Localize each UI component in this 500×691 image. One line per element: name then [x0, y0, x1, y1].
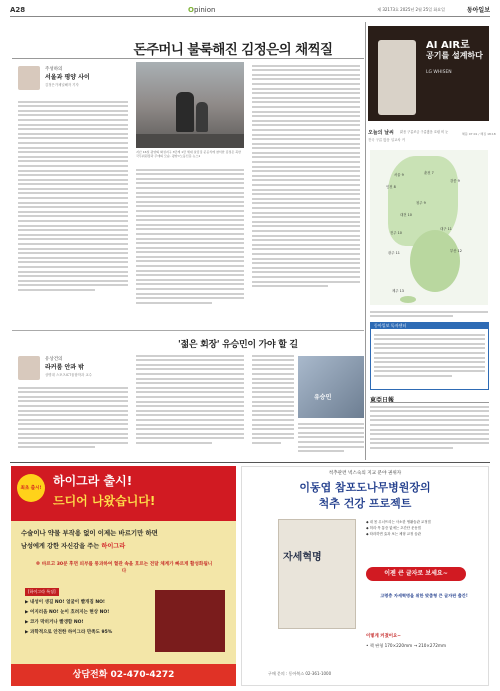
ad-section-divider — [10, 462, 490, 463]
ad-title-1: 이동엽 참포도나무병원장의 — [299, 481, 431, 494]
weather-map — [370, 150, 488, 305]
article2-body-col3b — [298, 420, 364, 460]
byline-name: 라커룸 안과 밖 — [45, 364, 84, 371]
lg-ad[interactable] — [368, 26, 489, 121]
info-box-body — [371, 329, 488, 389]
article2-byline — [18, 356, 92, 380]
figure-child — [196, 102, 208, 132]
city-label: 청주 9 — [416, 201, 426, 205]
byline-label: 유상건의 — [45, 357, 63, 362]
article2-photo — [298, 356, 364, 418]
article2-body-col2 — [136, 352, 244, 460]
article2-body-col3a — [252, 352, 294, 460]
section-rest: pinion — [193, 5, 216, 14]
ad-pretitle: 척추관련 넥스숙의 지교 분야 권위자 — [328, 471, 402, 476]
higra-ad[interactable] — [11, 466, 236, 686]
article2-headline: '젊은 회장' 유승민이 가야 할 길 — [178, 340, 298, 350]
byline-name: 서울과 평양 사이 — [45, 74, 90, 81]
ad-title-2: 척추 건강 프로젝트 — [318, 497, 412, 510]
byline-title: 김정은가채널해자 기자 — [45, 83, 79, 87]
issue-info: 제 32173호 2025년 2월 25일 화요일 — [377, 6, 445, 12]
jeju-island — [400, 296, 416, 303]
photo-caption: 지난 16일 평양의 화성지구 3단계 1만 세대 살림집 준공식에 참석한 김정은 북한 국무위원장과 주애의 모습. 평양=노동신문 뉴스1 — [136, 150, 242, 159]
article-divider — [12, 330, 364, 331]
air-conditioner-image — [378, 40, 416, 115]
size-spec: • 책 판형 170×220mm → 210×272mm — [366, 643, 447, 648]
korea-map-south — [410, 230, 460, 292]
article1-photo — [136, 62, 244, 148]
business-info — [370, 402, 489, 458]
size-cta: 이렇게 커졌어요~ — [366, 634, 401, 639]
ad-tagline: 공기를 설계하다 — [426, 51, 483, 60]
weather-footer — [370, 308, 488, 320]
weather-title: 오늘의 날씨 — [368, 130, 394, 136]
section-prefix: O — [188, 5, 194, 14]
ad-headline-1: 하이그라 출시! — [53, 474, 133, 488]
feature-item: ▶ 내성이 생길 NO! 얼굴이 빨개짐 NO! — [25, 600, 105, 605]
section-title — [188, 6, 215, 14]
feature-item: ▶ 어지러움 NO! 눈이 흐려지는 현상 NO! — [25, 610, 110, 615]
author-avatar — [18, 66, 40, 90]
ad-headline-2: 드디어 나왔습니다! — [53, 494, 156, 508]
info-box-title: 동아일보 독자센터 — [371, 323, 488, 329]
large-print-copy: 고령층 자세혁명을 위한 맞춤형 큰 글자판 출간! — [380, 593, 468, 598]
city-label: 대구 11 — [440, 227, 452, 231]
page-header — [10, 3, 490, 17]
city-label: 부산 12 — [450, 249, 462, 253]
info-box — [370, 322, 489, 390]
city-label: 인천 8 — [386, 185, 396, 189]
city-label: 광주 11 — [388, 251, 400, 255]
product-boxes-image — [155, 590, 225, 652]
city-label: 대전 10 — [400, 213, 412, 217]
column-divider — [365, 22, 366, 460]
book-point: ◆ 내 몸 무너뜨리는 사소한 생활습관 교정법 — [366, 520, 431, 524]
ad-brand: AI AIR로 — [426, 40, 470, 51]
article1-body-col3 — [252, 62, 360, 324]
article1-headline: 돈주머니 불룩해진 김정은의 채찍질 — [133, 42, 333, 58]
promo-burst: 최초 출시! — [17, 474, 45, 502]
ad-copy-1: 수술이나 약물 부작용 없이 이제는 바르기만 하면 — [21, 529, 158, 537]
ad-product: LG WHISEN — [426, 70, 452, 75]
byline-label: 주성하의 — [45, 67, 63, 72]
purchase-info: 구매 문의 : 동아북스 02-361-1000 — [268, 671, 332, 676]
article1-body-col2 — [136, 166, 244, 324]
city-label: 전주 10 — [390, 231, 402, 235]
page-number: A28 — [10, 5, 26, 14]
photo-tag: 유승민 — [314, 394, 332, 401]
book-ad[interactable] — [241, 466, 489, 686]
ad-copy-2b: 하이그라 — [101, 543, 126, 550]
book-title: 자세혁명 — [283, 552, 322, 563]
book-points — [366, 519, 482, 537]
book-point: ◆ 허리·목 통증 없애는 초간단 운동법 — [366, 526, 421, 530]
weather-legend: 맑음 구름조금 구름많음 흐림 비 눈 — [400, 130, 449, 134]
donga-logo: 東亞日報 — [370, 397, 395, 404]
article2-body-col1 — [18, 384, 128, 460]
feature-item: ▶ 코가 막히거나 빨갱함 NO! — [25, 620, 84, 625]
features-tag: [하이그라 특징] — [25, 588, 59, 596]
weather-note: 전국 구름 많음 일교차 커 — [368, 138, 406, 142]
ad-copy-2a: 남성에게 강한 자신감을 주는 — [21, 543, 102, 550]
article1-byline — [18, 66, 90, 90]
feature-item: ▶ 과학적으로 안전한 하이그라 만족도 95% — [25, 630, 113, 635]
sun-times: 해뜸 07:01 / 해짐 18:18 — [462, 132, 496, 136]
divider — [12, 58, 364, 59]
book-point: ◆ 따라하면 효과 보는 체형 교정 습관 — [366, 532, 421, 536]
contact-phone[interactable]: 상담전화 02-470-4272 — [11, 664, 236, 686]
book-cover — [278, 519, 356, 629]
article1-body-col1 — [18, 98, 128, 323]
ad-note: ※ 바르고 30분 후면 피부를 통과하여 혈관 속을 흐르는 전달 체계가 빠르게 활성화됩니다 — [35, 562, 213, 574]
large-print-pill: 이젠 큰 글자로 보세요~ — [366, 567, 466, 581]
crowd — [136, 134, 244, 148]
byline-title: 상명대 스포츠ICT융합학과 교수 — [45, 373, 92, 377]
figure-leader — [176, 92, 194, 132]
city-label: 제주 13 — [392, 289, 404, 293]
city-label: 강릉 9 — [450, 179, 460, 183]
author-avatar — [18, 356, 40, 380]
city-label: 서울 9 — [394, 173, 404, 177]
paper-name: 동아일보 — [466, 7, 490, 14]
city-label: 춘천 7 — [424, 171, 434, 175]
ad-copy-2 — [21, 541, 125, 550]
